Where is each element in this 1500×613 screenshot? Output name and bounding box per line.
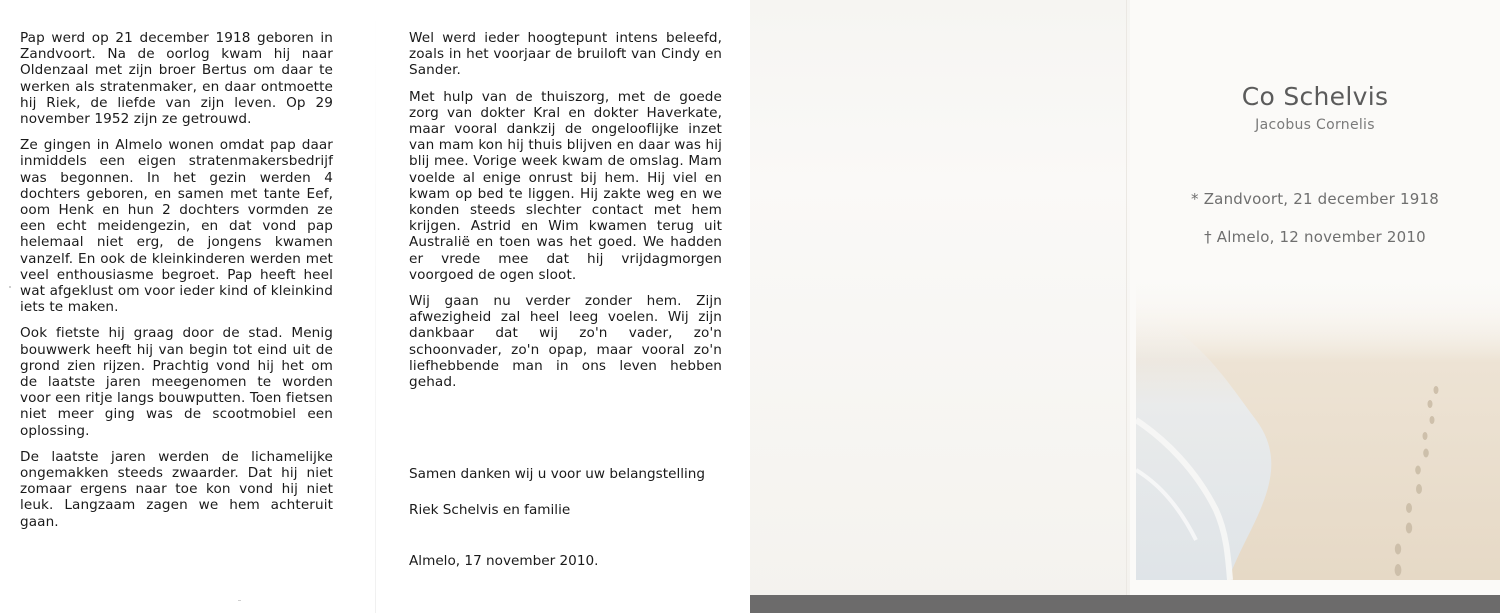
image-fade	[1136, 270, 1500, 360]
deceased-name: Co Schelvis	[1241, 82, 1389, 111]
death-line: † Almelo, 12 november 2010	[1204, 228, 1426, 246]
text-column-2	[409, 30, 722, 400]
paragraph-care: Met hulp van de thuiszorg, met de goede zorg van dokter Kral en dokter Haverkate, maar vooral dankzij de ongelooflijke inzet van mam kon hij thuis blijven en daar was hij blij mee. Vorige week kwam de omslag. Mam voelde al enige onrust bij hem. Hij viel en kwam op bed te liggen. Hij zakte weg en we konden steeds slechter contact met hem krijgen. Astrid en Wim kwamen terug uit Australië en toen was het goed. We hadden er vrede mee dat hij vrijdagmorgen voorgoed de ogen sloot.	[409, 88, 722, 283]
cover-divider	[1126, 0, 1127, 595]
scan-speck	[238, 600, 241, 601]
text-column-1	[20, 30, 333, 540]
birth-line: * Zandvoort, 21 december 1918	[1191, 190, 1439, 208]
thanks-line: Samen danken wij u voor uw belangstelling	[409, 466, 706, 482]
paragraph-cycling: Ook fietste hij graag door de stad. Menig bouwwerk heeft hij van begin tot eind uit de grond zien rijzen. Prachtig vond hij het om de laatste jaren meegenomen te worden voor een ritje langs bouwputten. Toen fietsen niet meer ging was de scootmobiel een oplossing.	[20, 325, 333, 439]
bottom-bar	[750, 595, 1500, 613]
deceased-full-name: Jacobus Cornelis	[1255, 117, 1375, 133]
paragraph-decline: De laatste jaren werden de lichamelijke ongemakken steeds zwaarder. Dat hij niet zomaar ergens naar toe kon vond hij niet leuk. Langzaam zagen we hem achteruit gaan.	[20, 448, 333, 530]
place-date: Almelo, 17 november 2010.	[409, 553, 599, 569]
fold-line	[375, 0, 376, 613]
paragraph-farewell: Wij gaan nu verder zonder hem. Zijn afwezigheid zal heel leeg voelen. Wij zijn dankbaar dat wij zo'n vader, zo'n schoonvader, zo'n opap, maar vooral zo'n liefhebbende man in ons leven hebben gehad.	[409, 293, 722, 391]
paragraph-birth: Pap werd op 21 december 1918 geboren in Zandvoort. Na de oorlog kwam hij naar Oldenzaal met zijn broer Bertus om daar te werken als stratenmaker, en daar ontmoette hij Riek, de liefde van zijn leven. Op 29 november 1952 zijn ze getrouwd.	[20, 30, 333, 128]
beach-footprints-image	[1136, 270, 1500, 580]
paragraph-family: Ze gingen in Almelo wonen omdat pap daar inmiddels een eigen stratenmakersbedrijf was begonnen. In het gezin werden 4 dochters geboren, en samen met tante Eef, oom Henk en hun 2 dochters vormden ze een echt meidengezin, en dat vond pap helemaal niet erg, de jongens kwamen vanzelf. En ook de kleinkinderen werden met veel enthousiasme begroet. Pap heeft heel wat afgeklust om voor ieder kind of kleinkind iets te maken.	[20, 137, 333, 316]
card-cover-page	[750, 0, 1500, 613]
paragraph-highlights: Wel werd ieder hoogtepunt intens beleefd, zoals in het voorjaar de bruiloft van Cindy en Sander.	[409, 30, 722, 79]
scan-speck	[9, 286, 11, 288]
signature: Riek Schelvis en familie	[409, 502, 571, 518]
